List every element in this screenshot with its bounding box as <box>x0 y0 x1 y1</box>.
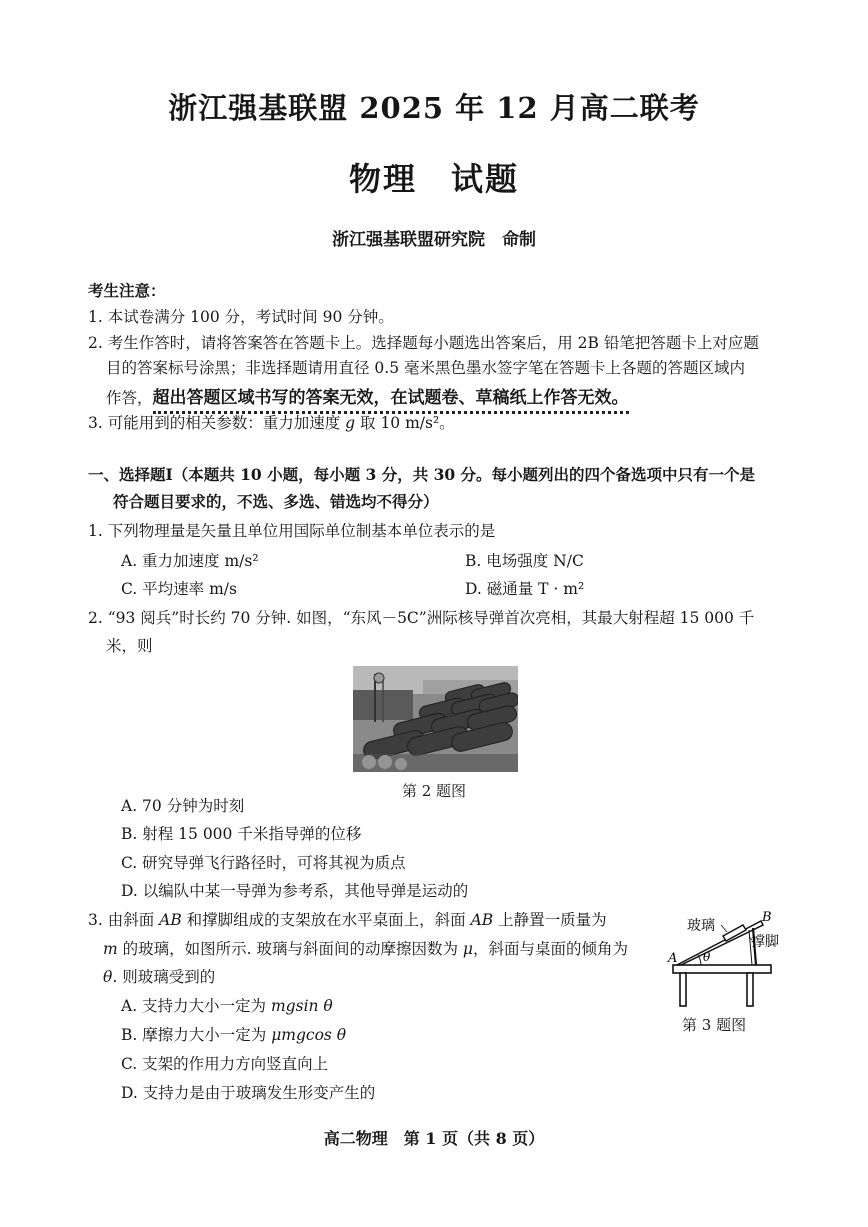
label-support-leg: 撑脚 <box>751 934 779 950</box>
notice-item-3 <box>88 411 455 433</box>
tabletop <box>673 965 771 973</box>
notice-warning-emphasis: 超出答题区域书写的答案无效，在试题卷、草稿纸上作答无效。 <box>153 388 629 414</box>
q3-option-b <box>121 1023 346 1045</box>
exam-title: 浙江强基联盟 2025 年 12 月高二联考 <box>168 91 700 125</box>
q3-option-b-text: B. 摩擦力大小一定为 <box>121 1026 272 1044</box>
q3-option-a-text: A. 支持力大小一定为 <box>121 997 271 1015</box>
label-glass: 玻璃 <box>687 918 715 934</box>
q1-option-d: D. 磁通量 T · m² <box>465 580 585 598</box>
q3-option-b-tail: cos θ <box>305 1026 347 1044</box>
q2-option-c: C. 研究导弹飞行路径时，可将其视为质点 <box>121 854 406 872</box>
q2-option-a: A. 70 分钟为时刻 <box>121 797 245 815</box>
q2-figure-caption: 第 2 题图 <box>401 782 467 800</box>
q3-symbol-mu: μ <box>462 940 473 958</box>
q3-incline-diagram <box>665 908 785 1008</box>
q3-symbol-ab: AB <box>159 911 182 929</box>
q3-l1-part-c: 和撑脚组成的支架放在水平桌面上，斜面 <box>181 911 471 929</box>
label-theta: θ <box>703 950 711 964</box>
q1-option-b: B. 电场强度 N/C <box>465 552 584 570</box>
q3-option-d: D. 支持力是由于玻璃发生形变产生的 <box>121 1084 376 1102</box>
q3-option-a-expr: mg <box>270 997 296 1015</box>
q2-stem-line-1: 2. “93 阅兵”时长约 70 分钟. 如图，“东风－5C”洲际核导弹首次亮相，其最大射程超 15 000 千 <box>88 609 755 627</box>
notice-item-2-line-2: 目的答案标号涂黑；非选择题请用直径 0.5 毫米黑色墨水签字笔在答题卡上各题的答题区域内 <box>106 359 746 377</box>
missile-parade-illustration <box>353 666 518 772</box>
q3-symbol-ab-2: AB <box>470 911 494 929</box>
q3-l2-part-d: ，斜面与桌面的倾角为 <box>473 940 629 958</box>
notice-item-1: 1. 本试卷满分 100 分，考试时间 90 分钟。 <box>88 308 394 326</box>
notice-item-3-suffix: 取 10 m/s²。 <box>355 414 455 432</box>
q3-l1-part-e: 上静置一质量为 <box>493 911 607 929</box>
notice-item-2-line-3-prefix: 作答， <box>106 389 153 407</box>
section-1-heading-line-2: 符合题目要求的，不选、多选、错选均不得分） <box>113 492 439 511</box>
q3-option-a <box>121 994 333 1016</box>
q2-option-b: B. 射程 15 000 千米指导弹的位移 <box>121 825 362 843</box>
glass-leader-line <box>721 925 727 932</box>
table-leg-left <box>680 973 686 1006</box>
q3-stem-line-1 <box>88 908 607 930</box>
label-b: B <box>762 910 772 925</box>
q3-stem-line-2 <box>103 937 628 959</box>
notice-item-2-line-1: 2. 考生作答时，请将答案答在答题卡上。选择题每小题选出答案后，用 2B 铅笔把答题卡上对应题 <box>88 334 759 352</box>
q2-stem-line-2: 米，则 <box>106 637 153 655</box>
notice-heading: 考生注意： <box>88 281 166 300</box>
missile-parade-photo <box>353 666 518 772</box>
q3-symbol-m: m <box>103 940 118 958</box>
q3-figure-caption: 第 3 题图 <box>682 1016 747 1034</box>
table-leg-right <box>747 973 753 1006</box>
q3-symbol-theta: θ <box>103 968 113 986</box>
q1-stem: 1. 下列物理量是矢量且单位用国际单位制基本单位表示的是 <box>88 522 496 540</box>
q2-option-d: D. 以编队中某一导弹为参考系，其他导弹是运动的 <box>121 882 469 900</box>
gravity-symbol: g <box>345 414 356 432</box>
page-footer: 高二物理 第 1 页（共 8 页） <box>323 1129 545 1148</box>
label-a: A <box>668 951 678 966</box>
notice-item-3-prefix: 3. 可能用到的相关参数：重力加速度 <box>88 414 346 432</box>
exam-author: 浙江强基联盟研究院 命制 <box>332 230 536 250</box>
q1-option-a: A. 重力加速度 m/s² <box>121 552 259 570</box>
q3-option-c: C. 支架的作用力方向竖直向上 <box>121 1055 329 1073</box>
q1-option-c: C. 平均速率 m/s <box>121 580 237 598</box>
q3-option-a-tail: sin θ <box>295 997 333 1015</box>
notice-item-2-line-3 <box>106 383 629 408</box>
q3-l1-part-a: 3. 由斜面 <box>88 911 160 929</box>
q3-l3-part-b: . 则玻璃受到的 <box>112 968 216 986</box>
exam-subject-title: 物理 试题 <box>348 160 519 198</box>
q3-option-b-expr: μmg <box>271 1026 306 1044</box>
q3-stem-line-3 <box>103 965 215 987</box>
q3-l2-part-b: 的玻璃，如图所示. 玻璃与斜面间的动摩擦因数为 <box>117 940 463 958</box>
section-1-heading-line-1: 一、选择题Ⅰ（本题共 10 小题，每小题 3 分，共 30 分。每小题列出的四个备选项中只有一个是 <box>88 465 756 484</box>
